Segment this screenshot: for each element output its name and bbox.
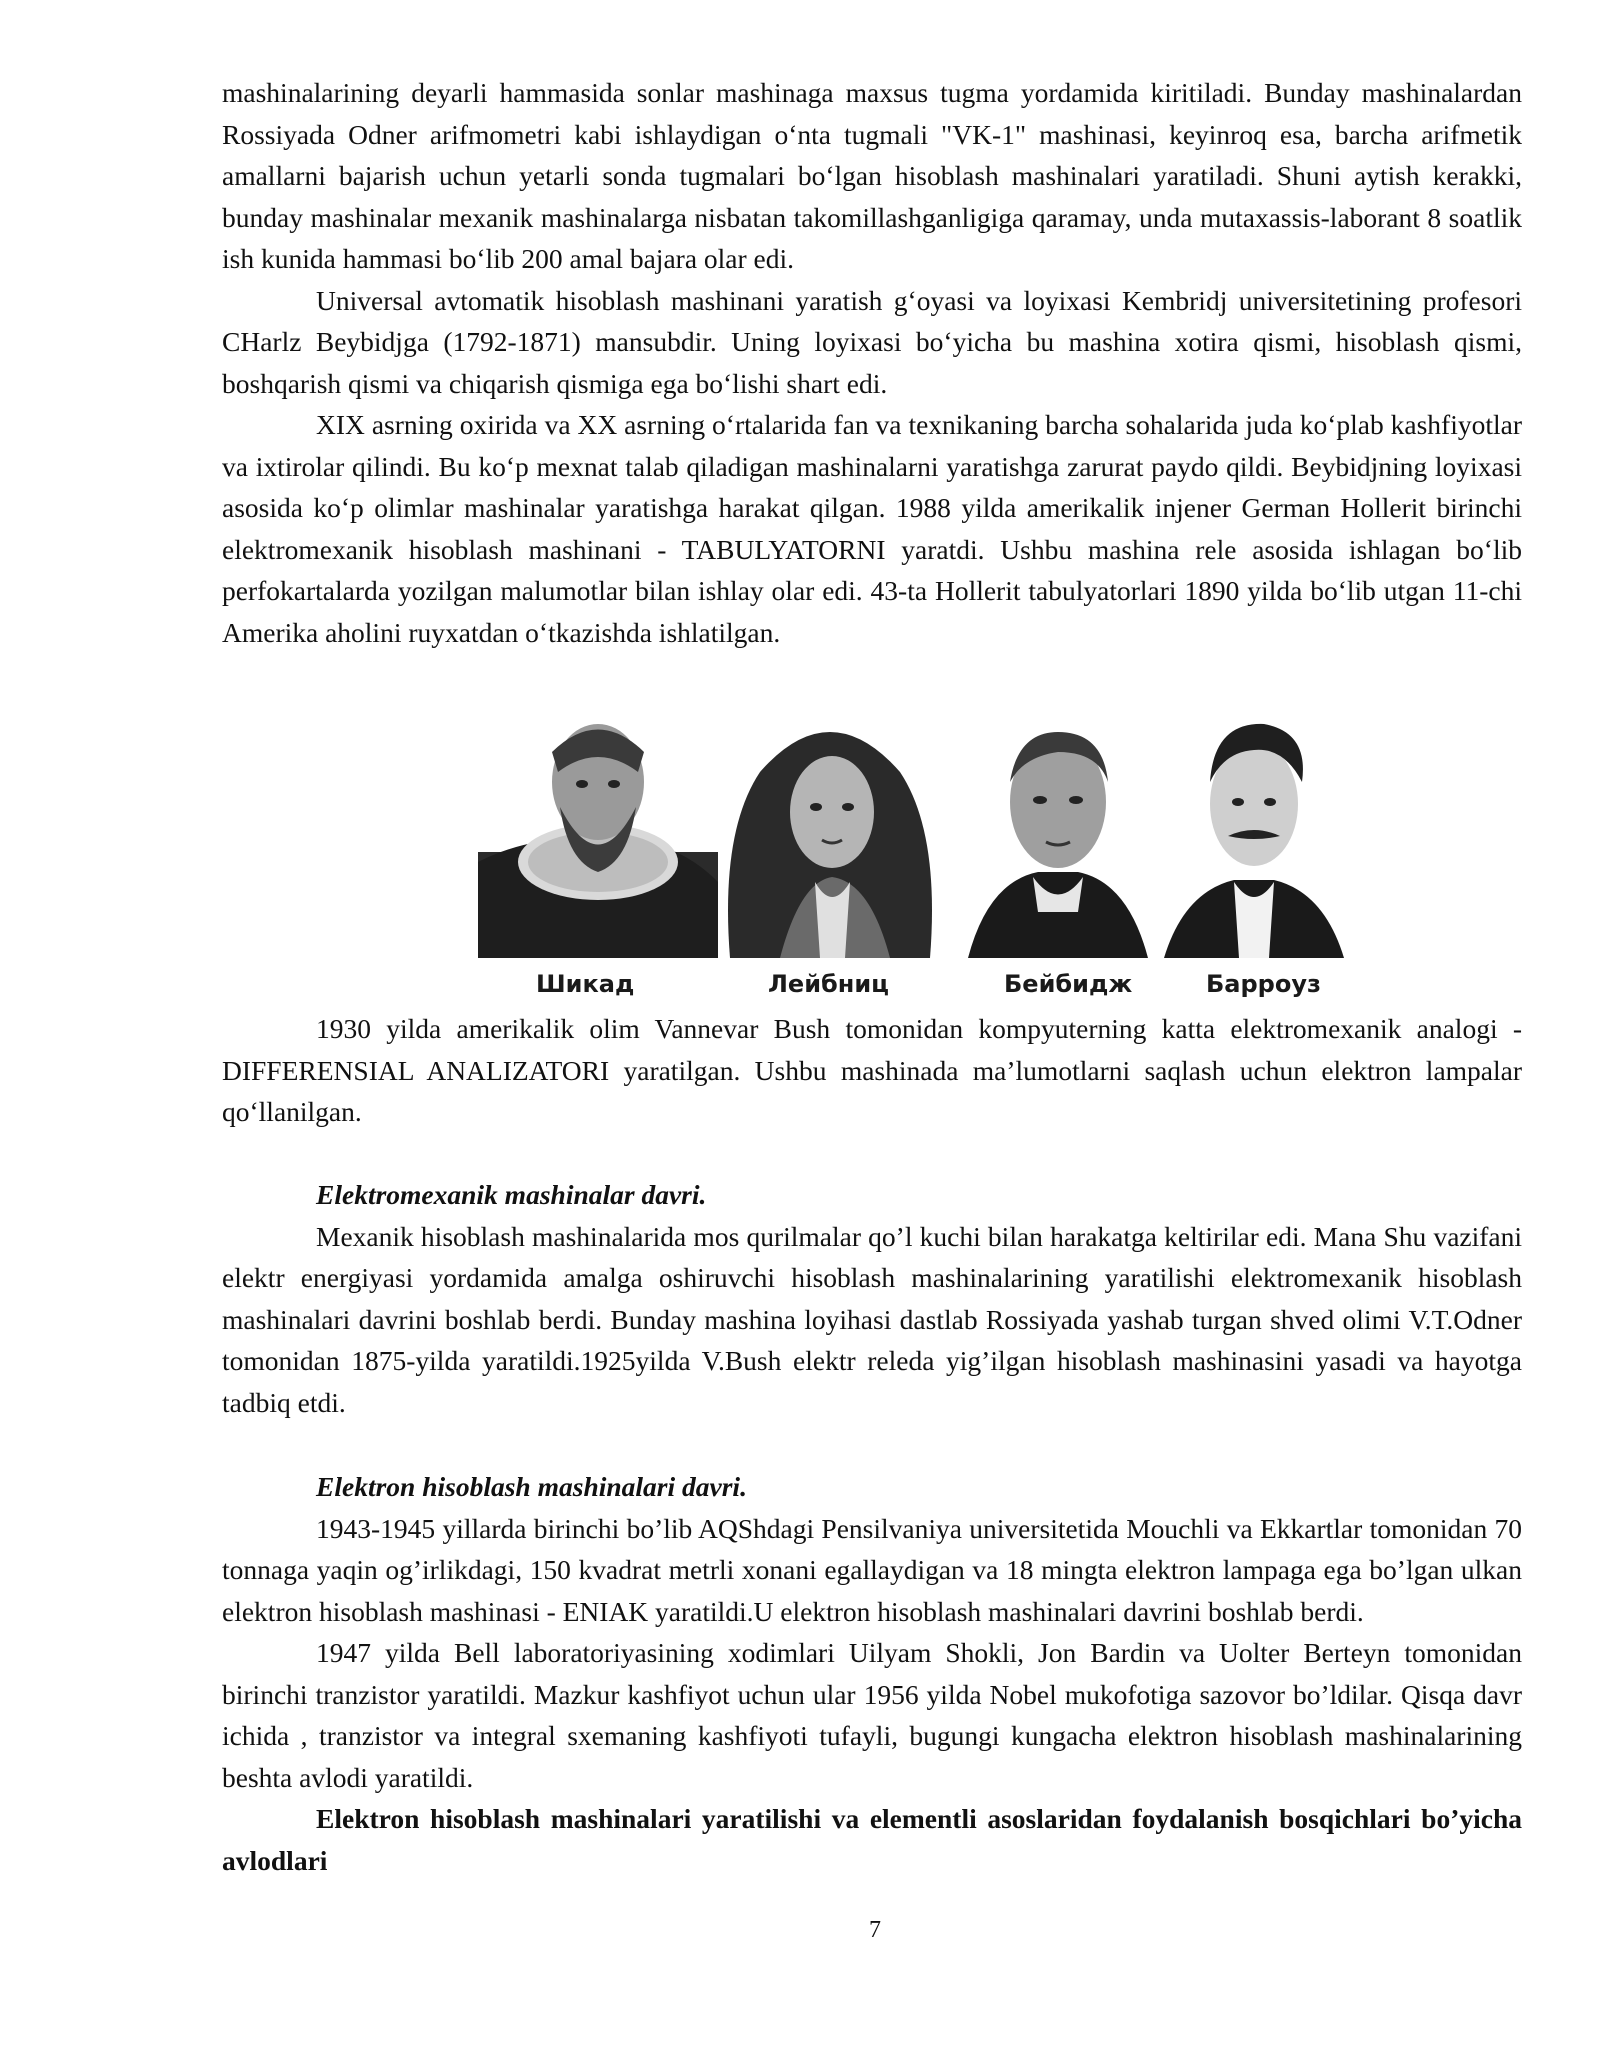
top-text bbox=[222, 72, 1522, 653]
portrait-babbage bbox=[968, 712, 1148, 958]
caption-leibniz: Лейбниц bbox=[768, 970, 889, 998]
portrait-schickard bbox=[478, 712, 718, 958]
paragraph-intro: mashinalarining deyarli hammasida sonlar mashinaga maxsus tugma yordamida kiritiladi. Bunday mashinalardan Rossiyada Odner arifmometri kabi ishlaydigan oʻnta tugmali "VK-1" mashinasi, keyinroq esa, barcha arifmetik amallarni bajarish uchun yetarli sonda tugmalari boʻlgan hisoblash mashinalari yaratiladi. Shuni aytish kerakki, bunday mashinalar mexanik mashinalarga nisbatan takomillashganligiga qaramay, unda mutaxassis-laborant 8 soatlik ish kunida hammasi boʻlib 200 amal bajara olar edi. bbox=[222, 77, 1522, 274]
caption-babbage: Бейбидж bbox=[1004, 970, 1133, 998]
paragraph-bush: 1930 yilda amerikalik olim Vannevar Bush tomonidan kompyuterning katta elektromexanik analogi - DIFFERENSIAL ANALIZATORI yaratilgan. Ushbu mashinada ma’lumotlarni saqlash uchun elektron lampalar qoʻllanilgan. bbox=[222, 1013, 1522, 1127]
section-heading-electronic: Elektron hisoblash mashinalari davri. bbox=[316, 1471, 747, 1502]
paragraph-transistor: 1947 yilda Bell laboratoriyasining xodimlari Uilyam Shokli, Jon Bardin va Uolter Berteyn tomonidan birinchi tranzistor yaratildi. Mazkur kashfiyot uchun ular 1956 yilda Nobel mukofotiga sazovor bo’ldilar. Qisqa davr ichida , tranzistor va integral sxemaning kashfiyoti tufayli, bugungi kungacha elektron hisoblash mashinalarining beshta avlodi yaratildi. bbox=[222, 1637, 1522, 1793]
portrait-leibniz bbox=[710, 712, 950, 958]
page-number: 7 bbox=[869, 1917, 881, 1943]
paragraph-electromechanical: Mexanik hisoblash mashinalarida mos qurilmalar qo’l kuchi bilan harakatga keltirilar edi. Mana Shu vazifani elektr energiyasi yordamida amalga oshiruvchi hisoblash mashinalarining yaratilishi elektromexanik hisoblash mashinalari davrini boshlab berdi. Bunday mashina loyihasi dastlab Rossiyada yashab turgan shved olimi V.T.Odner tomonidan 1875-yilda yaratildi.1925yilda V.Bush elektr releda yig’ilgan hisoblash mashinasini yasadi va hayotga tadbiq etdi. bbox=[222, 1220, 1522, 1418]
section-electromechanical bbox=[222, 1174, 1522, 1423]
paragraph-eniac: 1943-1945 yillarda birinchi bo’lib AQShdagi Pensilvaniya universitetida Mouchli va Ekkartlar tomonidan 70 tonnaga yaqin og’irlikdagi, 150 kvadrat metrli xonani egallaydigan va 18 mingta elektron lampaga ega bo’lgan ulkan elektron hisoblash mashinasi - ENIAK yaratildi.U elektron hisoblash mashinalari davrini boshlab berdi. bbox=[222, 1512, 1522, 1627]
caption-schickard: Шикад bbox=[536, 970, 635, 998]
scientists-portraits-figure bbox=[478, 712, 1358, 1000]
middle-text bbox=[222, 1008, 1522, 1133]
closing-heading: Elektron hisoblash mashinalari yaratilishi va elementli asoslaridan foydalanish bosqichlari bo’yicha avlodlari bbox=[222, 1803, 1522, 1876]
portrait-burroughs bbox=[1164, 712, 1344, 958]
paragraph-babbage: Universal avtomatik hisoblash mashinani yaratish gʻoyasi va loyixasi Kembridj universitetining profesori CHarlz Beybidjga (1792-1871) mansubdir. Uning loyixasi boʻyicha bu mashina xotira qismi, hisoblash qismi, boshqarish qismi va chiqarish qismiga ega boʻlishi shart edi. bbox=[222, 284, 1522, 399]
section-electronic bbox=[222, 1466, 1522, 1881]
paragraph-hollerith: XIX asrning oxirida va XX asrning oʻrtalarida fan va texnikaning barcha sohalarida juda koʻplab kashfiyotlar va ixtirolar qilindi. Bu koʻp mexnat talab qiladigan mashinalarni yaratishga zarurat paydo qildi. Beybidjning loyixasi asosida koʻp olimlar mashinalar yaratishga harakat qilgan. 1988 yilda amerikalik injener German Hollerit birinchi elektromexanik hisoblash mashinani - TABULYATORNI yaratdi. Ushbu mashina rele asosida ishlagan boʻlib perfokartalarda yozilgan malumotlar bilan ishlay olar edi. 43-ta Hollerit tabulyatorlari 1890 yilda boʻlib utgan 11-chi Amerika aholini ruyxatdan oʻtkazishda ishlatilgan. bbox=[222, 409, 1522, 648]
section-heading-electromechanical: Elektromexanik mashinalar davri. bbox=[316, 1179, 707, 1210]
caption-burroughs: Барроуз bbox=[1206, 970, 1321, 998]
